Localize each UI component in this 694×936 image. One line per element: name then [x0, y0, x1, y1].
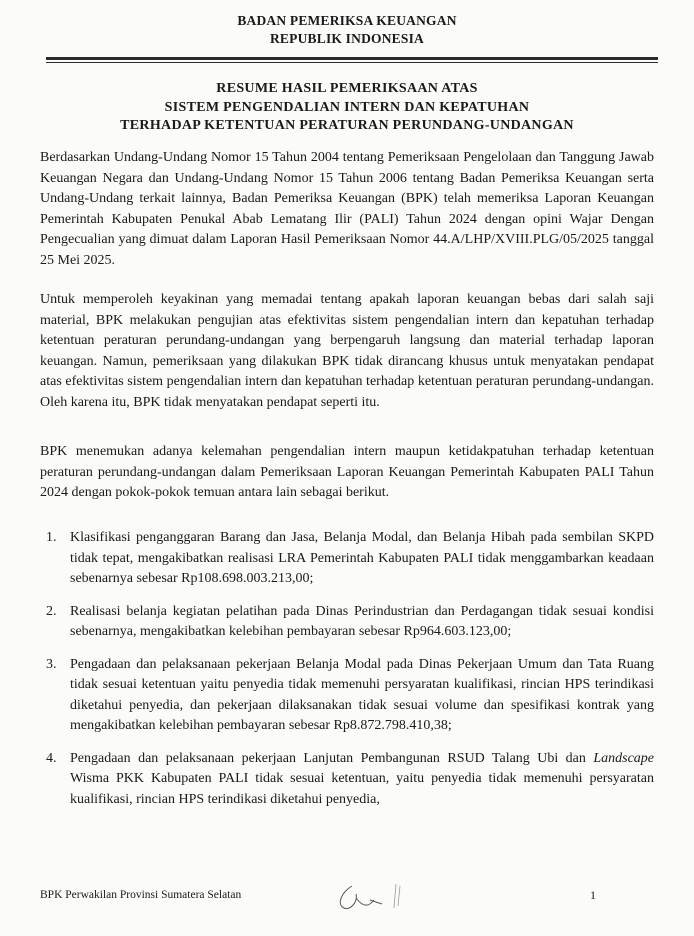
handwritten-initials — [330, 878, 420, 918]
title-line-3: TERHADAP KETENTUAN PERATURAN PERUNDANG-UNDANGAN — [120, 118, 574, 133]
paragraph-intro: Berdasarkan Undang-Undang Nomor 15 Tahun 2004 tentang Pemeriksaan Pengelolaan dan Tanggung Jawab Keuangan Negara dan Undang-Undang Nomor 15 Tahun 2006 tentang Badan Pemeriksa Keuangan serta Undang-Undang terkait lainnya, Badan Pemeriksa Keuangan (BPK) telah memeriksa Laporan Keuangan Pemerintah Kabupaten Penukal Abab Lematang Ilir (PALI) Tahun 2024 dengan opini Wajar Dengan Pengecualian yang dimuat dalam Laporan Hasil Pemeriksaan Nomor 44.A/LHP/XVIII.PLG/05/2025 tanggal 25 Mei 2025. — [40, 150, 654, 268]
finding-text-italic: Landscape — [593, 750, 654, 766]
finding-item — [40, 528, 654, 590]
finding-text — [70, 751, 654, 807]
institution-name: BADAN PEMERIKSA KEUANGAN — [237, 13, 457, 28]
title-line-1: RESUME HASIL PEMERIKSAAN ATAS — [216, 81, 478, 96]
finding-item — [40, 749, 654, 811]
paragraph-findings-intro: BPK menemukan adanya kelemahan pengendalian intern maupun ketidakpatuhan terhadap ketentuan peraturan perundang-undangan dalam Pemeriksaan Laporan Keuangan Pemerintah Kabupaten PALI Tahun 2024 dengan pokok-pokok temuan antara lain sebagai berikut. — [40, 444, 654, 500]
finding-number: 2. — [46, 603, 57, 619]
finding-text-part: Pengadaan dan pelaksanaan pekerjaan Lanjutan Pembangunan RSUD Talang Ubi dan — [70, 750, 594, 766]
finding-text: Klasifikasi penganggaran Barang dan Jasa, Belanja Modal, dan Belanja Hibah pada sembilan SKPD tidak tepat, mengakibatkan realisasi LRA Pemerintah Kabupaten PALI tidak menggambarkan keadaan sebenarnya sebesar Rp108.698.003.213,00; — [70, 530, 654, 586]
letterhead — [0, 12, 694, 48]
findings-list — [40, 528, 654, 822]
header-rule-thick — [46, 57, 658, 60]
header-rule-thin — [46, 62, 658, 63]
finding-text: Pengadaan dan pelaksanaan pekerjaan Belanja Modal pada Dinas Pekerjaan Umum dan Tata Ruang tidak sesuai ketentuan yaitu penyedia tidak memenuhi persyaratan kualifikasi, rincian HPS terindikasi diketahui penyedia, dan pekerjaan dilaksanakan tidak sesuai volume dan spesifikasi kontrak yang mengakibatkan kelebihan pembayaran sebesar Rp8.872.798.410,38; — [70, 656, 654, 733]
document-title — [0, 80, 694, 136]
finding-number: 1. — [46, 530, 57, 545]
page-number: 1 — [590, 888, 596, 902]
finding-item — [40, 655, 654, 737]
finding-number: 3. — [46, 656, 57, 672]
finding-number: 4. — [46, 750, 57, 766]
title-line-2: SISTEM PENGENDALIAN INTERN DAN KEPATUHAN — [164, 99, 530, 115]
finding-text-part: Wisma PKK Kabupaten PALI tidak sesuai ketentuan, yaitu penyedia tidak memenuhi persyaratan kualifikasi, rincian HPS terindikasi diketahui penyedia, — [70, 771, 654, 807]
paragraph-scope: Untuk memperoleh keyakinan yang memadai tentang apakah laporan keuangan bebas dari salah saji material, BPK melakukan pengujian atas efektivitas sistem pengendalian intern dan kepatuhan terhadap ketentuan peraturan perundang-undangan yang berpengaruh langsung dan material terhadap laporan keuangan. Namun, pemeriksaan yang dilakukan BPK tidak dirancang khusus untuk menyatakan pendapat atas efektivitas sistem pengendalian intern dan kepatuhan terhadap ketentuan peraturan perundang-undangan. Oleh karena itu, BPK tidak menyatakan pendapat seperti itu. — [40, 292, 654, 410]
finding-item — [40, 602, 654, 643]
country-name: REPUBLIK INDONESIA — [269, 31, 424, 46]
finding-text: Realisasi belanja kegiatan pelatihan pada Dinas Perindustrian dan Perdagangan tidak sesuai kondisi sebenarnya, mengakibatkan kelebihan pembayaran sebesar Rp964.603.123,00; — [70, 603, 654, 639]
footer-office: BPK Perwakilan Provinsi Sumatera Selatan — [40, 889, 242, 901]
